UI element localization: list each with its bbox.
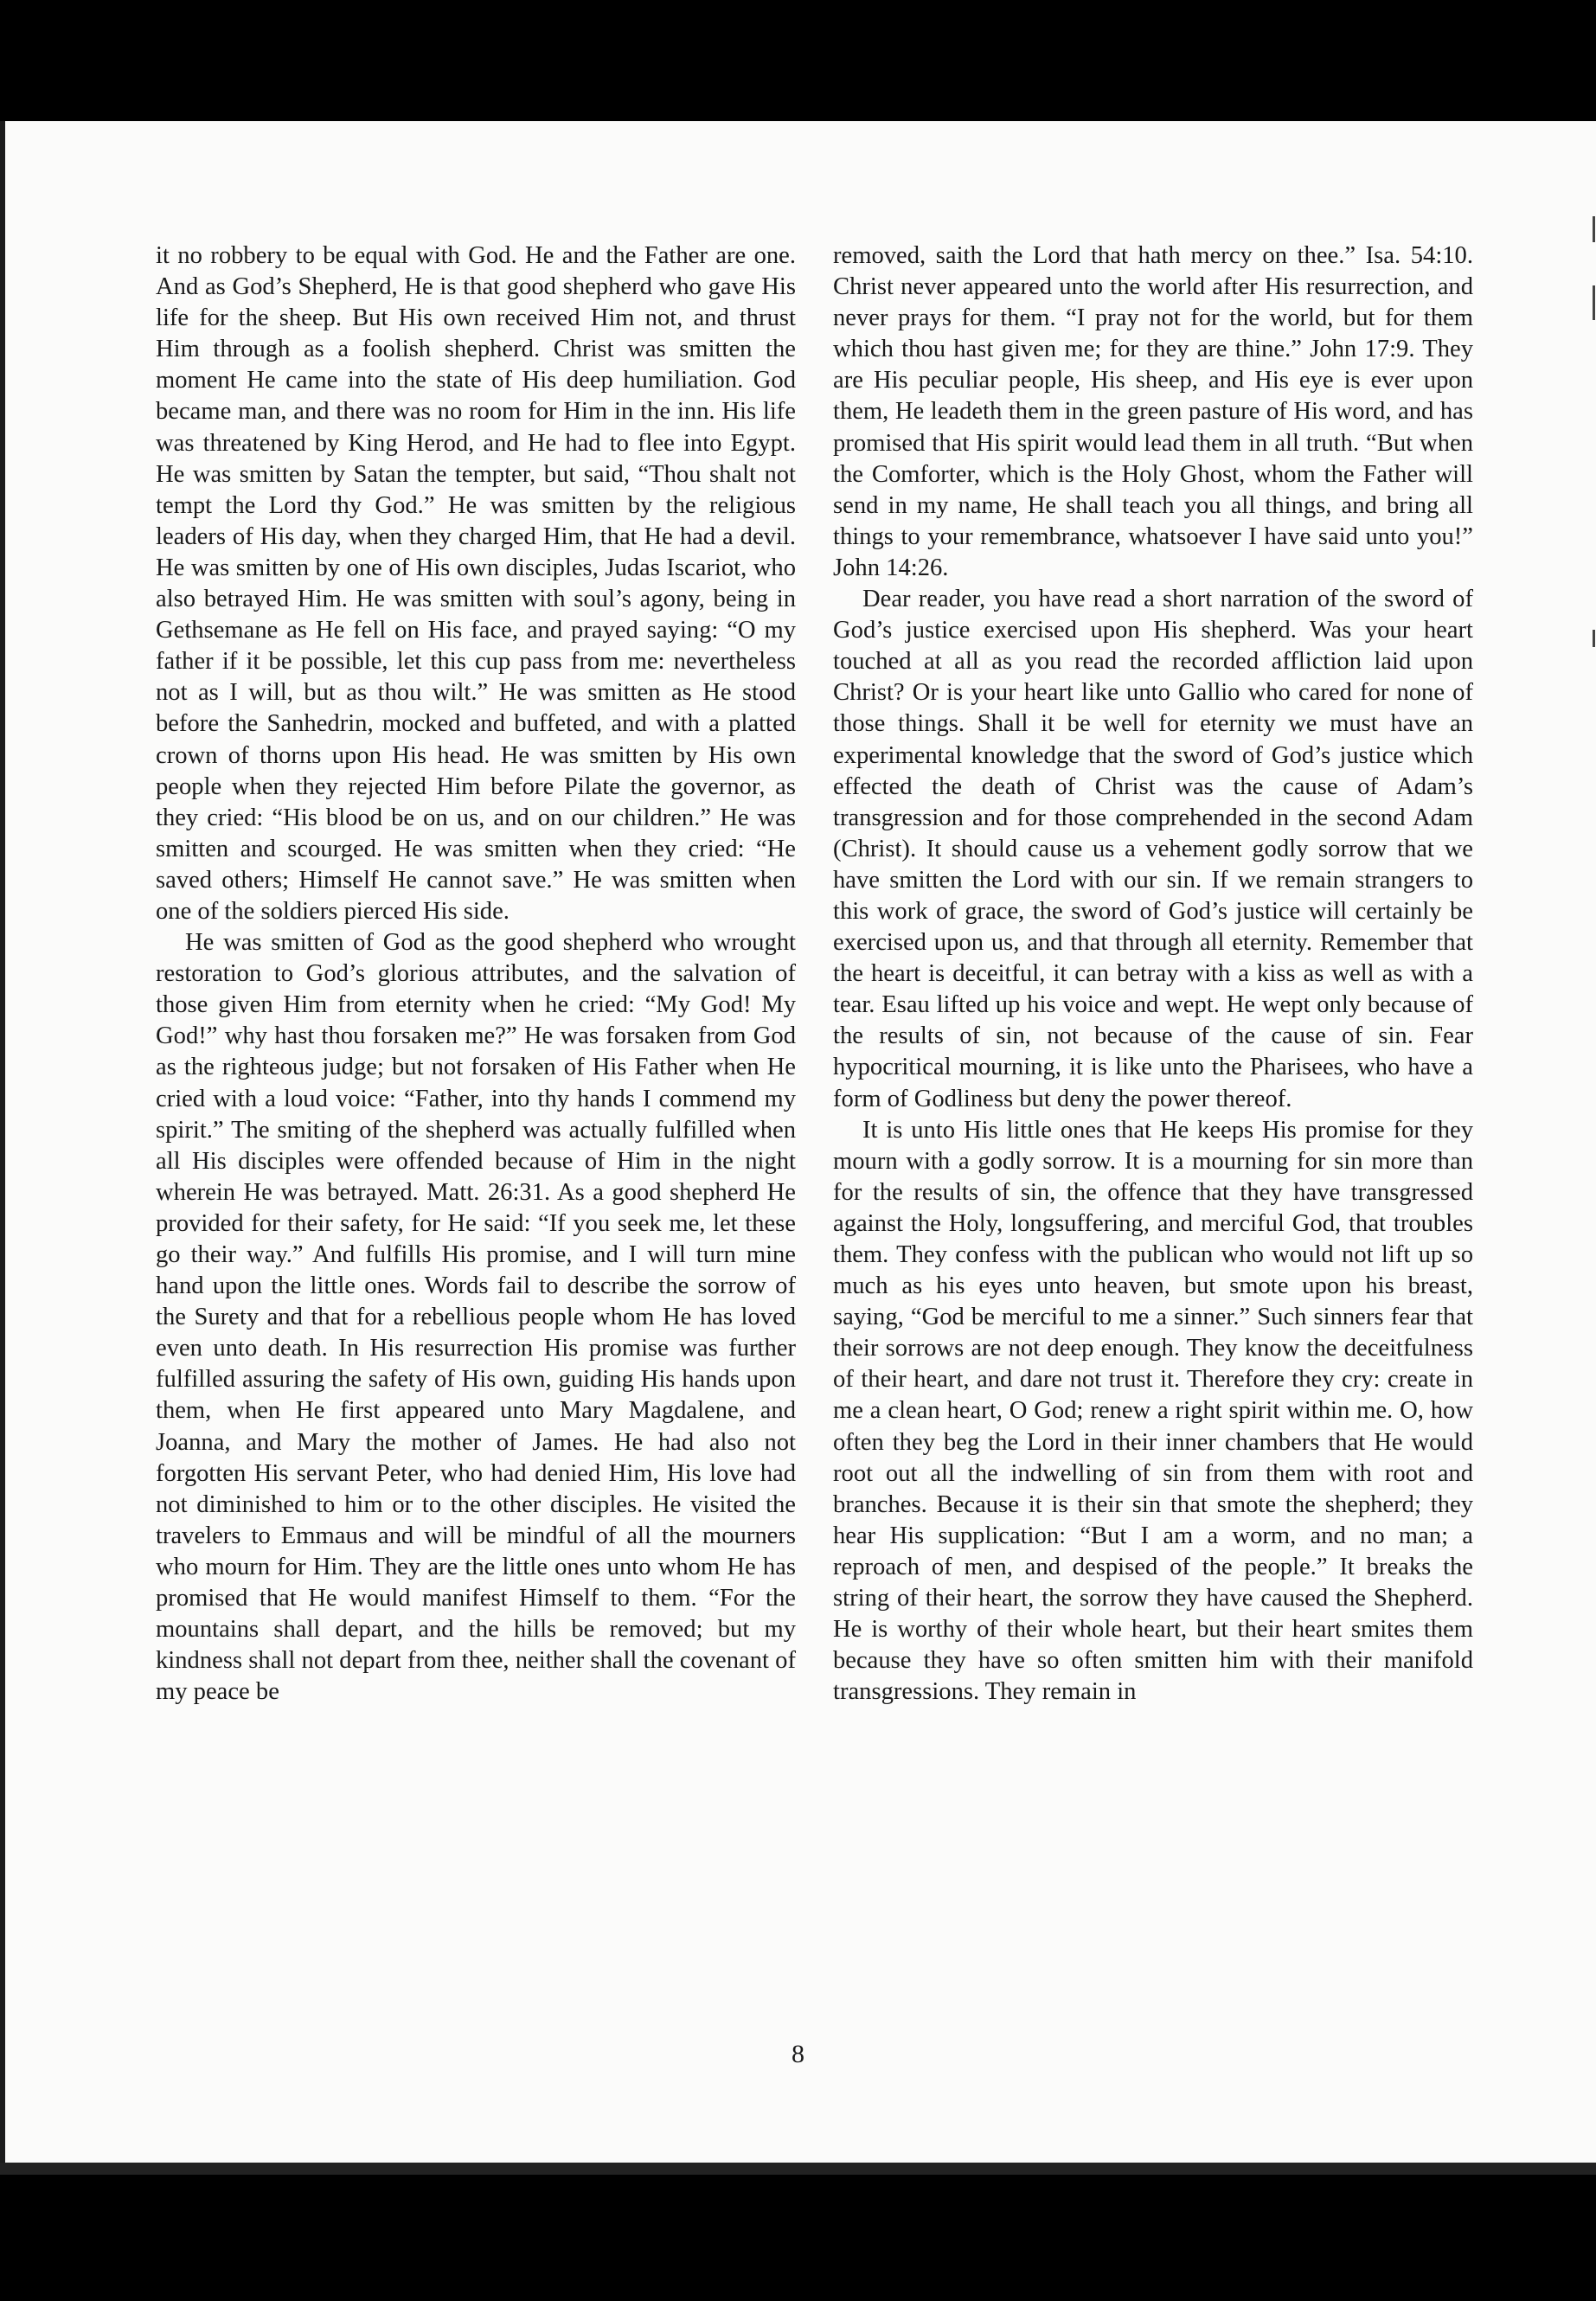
left-text-column — [156, 240, 796, 1708]
page-bottom-shadow — [0, 2163, 1596, 2175]
paragraph: removed, saith the Lord that hath mercy on thee.” Isa. 54:10. Christ never appeared unto the world after His resurrection, and never prays for them. “I pray not for the world, but for them which thou hast given me; for they are thine.” John 17:9. They are His peculiar people, His sheep, and His eye is ever upon them, He leadeth them in the green pasture of His word, and has promised that His spirit would lead them in all truth. “But when the Comforter, which is the Holy Ghost, whom the Father will send in my name, He shall teach you all things, and bring all things to your remembrance, whatsoever I have said unto you!” John 14:26. — [833, 242, 1473, 581]
paragraph: It is unto His little ones that He keeps His promise for they mourn with a godly sorrow. It is a mourning for sin more than for the results of sin, the offence that they have transgressed against the Holy, longsuffering, and merciful God, that troubles them. They confess with the publican who would not lift up so much as his eyes unto heaven, but smote upon his breast, saying, “God be merciful to me a sinner.” Such sinners fear that their sorrows are not deep enough. They know the deceitfulness of their heart, and dare not trust it. Therefore they cry: create in me a clean heart, O God; renew a right spirit within me. O, how often they beg the Lord in their inner chambers that He would root out all the indwelling of sin from them with root and branches. Because it is their sin that smote the shepherd; they hear His supplication: “But I am a worm, and no man; a reproach of men, and despised of the people.” It breaks the string of their heart, the sorrow they have caused the Shepherd. He is worthy of their whole heart, but their heart smites them because they have so often smitten him with their manifold transgressions. They remain in — [833, 1116, 1473, 1706]
page-number: 8 — [792, 2040, 804, 2068]
paragraph: Dear reader, you have read a short narration of the sword of God’s justice exercised upon His shepherd. Was your heart touched at all as you read the recorded affliction laid upon Christ? Or is your heart like unto Gallio who cared for none of those things. Shall it be well for eternity we must have an experimental knowledge that the sword of God’s justice which effected the death of Christ was the cause of Adam’s transgression and for those comprehended in the second Adam (Christ). It should cause us a vehement godly sorrow that we have smitten the Lord with our sin. If we remain strangers to this work of grace, the sword of God’s justice will certainly be exercised upon us, and that through all eternity. Remember that the heart is deceitful, it can betray with a kiss as well as with a tear. Esau lifted up his voice and wept. He wept only because of the results of sin, not because of the cause of sin. Fear hypocritical mourning, it is like unto the Pharisees, who have a form of Godliness but deny the power thereof. — [833, 586, 1473, 1112]
edge-mark — [1593, 285, 1595, 320]
right-text-column — [833, 240, 1473, 1708]
edge-mark — [1593, 630, 1595, 647]
edge-mark — [1593, 216, 1595, 242]
paragraph: it no robbery to be equal with God. He and the Father are one. And as God’s Shepherd, He is that good shepherd who gave His life for the sheep. But His own received Him not, and thrust Him through as a foolish shepherd. Christ was smitten the moment He came into the state of His deep humiliation. God became man, and there was no room for Him in the inn. His life was threatened by King Herod, and He had to flee into Egypt. He was smitten by Satan the tempter, but said, “Thou shalt not tempt the Lord thy God.” He was smitten by the religious leaders of His day, when they charged Him, that He had a devil. He was smitten by one of His own disciples, Judas Iscariot, who also betrayed Him. He was smitten with soul’s agony, being in Gethsemane as He fell on His face, and prayed saying: “O my father if it be possible, let this cup pass from me: nevertheless not as I will, but as thou wilt.” He was smitten as He stood before the Sanhedrin, mocked and buffeted, and with a platted crown of thorns upon His head. He was smitten by His own people when they rejected Him before Pilate the governor, as they cried: “His blood be on us, and on our children.” He was smitten and scourged. He was smitten when they cried: “He saved others; Himself He cannot save.” He was smitten when one of the soldiers pierced His side. — [156, 242, 796, 925]
paragraph: He was smitten of God as the good shepherd who wrought restoration to God’s glorious attributes, and the salvation of those given Him from eternity when he cried: “My God! My God!” why hast thou forsaken me?” He was forsaken from God as the righteous judge; but not forsaken of His Father when He cried with a loud voice: “Father, into thy hands I commend my spirit.” The smiting of the shepherd was actually fulfilled when all His disciples were offended because of Him in the night wherein He was betrayed. Matt. 26:31. As a good shepherd He provided for their safety, for He said: “If you seek me, let these go their way.” And fulfills His promise, and I will turn mine hand upon the little ones. Words fail to describe the sorrow of the Surety and that for a rebellious people whom He has loved even unto death. In His resurrection His promise was further fulfilled assuring the safety of His own, guiding His hands upon them, when He first appeared unto Mary Magdalene, and Joanna, and Mary the mother of James. He had also not forgotten His servant Peter, who had denied Him, His love had not diminished to him or to the other disciples. He visited the travelers to Emmaus and will be mindful of all the mourners who mourn for Him. They are the little ones unto whom He has promised that He would manifest Himself to them. “For the mountains shall depart, and the hills be removed; but my kindness shall not depart from thee, neither shall the covenant of my peace be — [156, 929, 796, 1706]
